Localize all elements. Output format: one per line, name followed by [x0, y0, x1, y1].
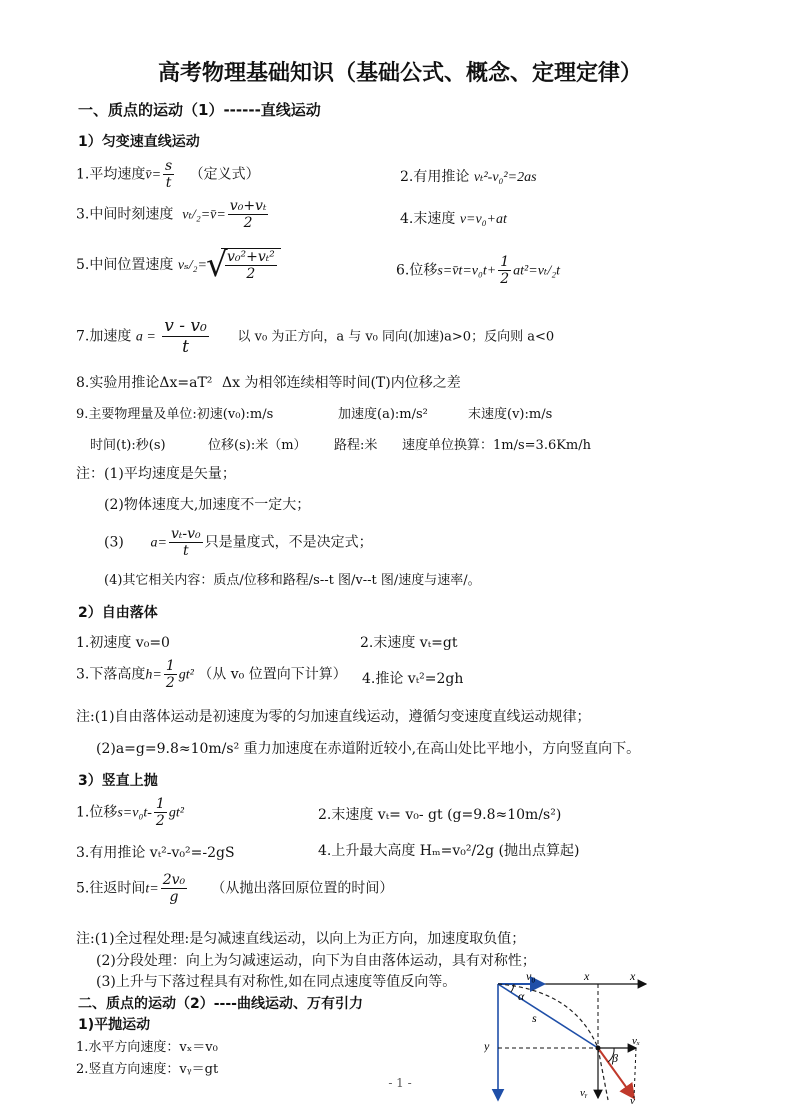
throw-displacement: 1.位移s=v₀t- $\frac{1}{2}$ gt² — [76, 796, 184, 829]
subsection-free-fall-heading: 2）自由落体 — [78, 605, 158, 621]
formula-final-velocity: 4.末速度 v=v₀+at — [400, 211, 507, 227]
throw-max-height: 4.上升最大高度 Hₘ=v₀²/2g (抛出点算起) — [318, 843, 580, 859]
units-final-velocity: 末速度(v):m/s — [468, 407, 553, 422]
freefall-note-2: (2)a=g=9.8≈10m/s² 重力加速度在赤道附近较小,在高山处比平地小，方向竖直向下。 — [96, 741, 641, 757]
formula-useful-corollary: 2.有用推论 vₜ²-v₀²=2as — [400, 169, 537, 185]
fraction: $\frac{s}{t}$ — [165, 158, 173, 191]
beta-label: β — [612, 1051, 618, 1065]
note-4: (4)其它相关内容：质点/位移和路程/s--t 图/v--t 图/速度与速率/。 — [104, 573, 481, 588]
units-acceleration: 加速度(a):m/s² — [338, 407, 428, 422]
projectile-horizontal-velocity: 1.水平方向速度：vₓ＝v₀ — [76, 1040, 218, 1055]
subsection-uniform-acceleration-heading: 1）匀变速直线运动 — [78, 134, 200, 150]
units-conversion: 速度单位换算：1m/s=3.6Km/h — [402, 438, 592, 453]
fraction: $\frac{1}{2}$ — [155, 796, 165, 829]
fraction: $\frac{\text{vₜ-v₀}}{t}$ — [171, 526, 201, 559]
square-root — [221, 248, 281, 282]
y-label: y — [484, 1039, 490, 1053]
page-number: - 1 - — [388, 1076, 412, 1090]
alpha-label: α — [518, 989, 525, 1003]
freefall-final-velocity: 2.末速度 vₜ=gt — [360, 635, 458, 651]
formula-average-velocity: 1.平均速度v̄= $\frac{s}{t}$ （定义式） — [76, 158, 260, 191]
vy-label: vᵧ — [580, 1087, 588, 1099]
throw-note-2: (2)分段处理：向上为匀减速运动，向下为自由落体运动，具有对称性； — [96, 953, 536, 969]
subsection-vertical-throw-heading: 3）竖直上抛 — [78, 773, 158, 789]
page-title: 高考物理基础知识（基础公式、概念、定理定律） — [157, 61, 642, 86]
units-displacement: 位移(s):米（m） — [208, 438, 307, 453]
parallelogram-edge — [634, 1048, 636, 1098]
formula-mid-time-velocity: 3.中间时刻速度 vₜ/₂=v̄= $\frac{\text{v₀+vₜ}}{2}$ — [76, 198, 267, 231]
v0-label: v₀ — [526, 970, 536, 983]
vx-label: vₓ — [632, 1035, 641, 1047]
displacement-chord — [498, 984, 598, 1048]
s-label: s — [532, 1011, 537, 1025]
units-distance: 路程:米 — [334, 438, 378, 453]
formula-acceleration: 7.加速度 a = $\frac{\text{v - v₀}}{t}$ 以 v₀ 为正方向，a 与 v₀ 同向(加速)a>0；反向则 a<0 — [76, 316, 555, 357]
freefall-corollary: 4.推论 vₜ²=2gh — [362, 671, 464, 687]
units-time: 时间(t):秒(s) — [90, 438, 166, 453]
subsection-projectile-heading: 1)平抛运动 — [78, 1017, 151, 1033]
section-2-heading: 二、质点的运动（2）----曲线运动、万有引力 — [78, 996, 363, 1012]
fraction: √ $\frac{\text{v₀²+vₜ²}}{2}$ — [226, 249, 275, 282]
throw-round-trip-time: 5.往返时间t= $\frac{\text{2v₀}}{g}$ （从抛出落回原位置的时间） — [76, 872, 394, 905]
section-1-heading: 一、质点的运动（1）------直线运动 — [78, 101, 321, 119]
formula-mid-position-velocity: 5.中间位置速度 vₛ/₂= √ $\frac{\text{v₀²+vₜ²}}{2}$ — [76, 248, 281, 282]
fraction: $\frac{\text{v₀+vₜ}}{2}$ — [229, 198, 267, 231]
note-1: 注：(1)平均速度是矢量； — [76, 466, 236, 482]
fraction: $\frac{\text{v - v₀}}{t}$ — [164, 316, 207, 357]
note-3: (3) a= $\frac{\text{vₜ-v₀}}{t}$ 只是量度式，不是决定式； — [104, 526, 373, 559]
freefall-initial-velocity: 1.初速度 v₀=0 — [76, 635, 170, 651]
v-label: v — [630, 1095, 635, 1105]
note-2: (2)物体速度大,加速度不一定大； — [104, 497, 311, 513]
freefall-note-1: 注:(1)自由落体运动是初速度为零的匀加速直线运动，遵循匀变速度直线运动规律； — [76, 709, 591, 725]
formula-displacement: 6.位移s=v̄t=v₀t+ $\frac{1}{2}$ at²=vₜ/₂t — [396, 254, 561, 287]
projectile-vertical-velocity: 2.竖直方向速度：vᵧ＝gt — [76, 1062, 219, 1077]
x-label-2: x — [630, 970, 636, 983]
units-initial-velocity: 9.主要物理量及单位:初速(v₀):m/s — [76, 407, 274, 422]
formula-experimental-note: Δx 为相邻连续相等时间(T)内位移之差 — [222, 375, 461, 391]
throw-note-1: 注:(1)全过程处理:是匀减速直线运动，以向上为正方向，加速度取负值； — [76, 931, 526, 947]
freefall-height: 3.下落高度h= $\frac{1}{2}$ gt² （从 v₀ 位置向下计算） — [76, 658, 347, 691]
throw-corollary: 3.有用推论 vₜ²-v₀²=-2gS — [76, 845, 235, 861]
x-label-1: x — [584, 970, 590, 983]
throw-final-velocity: 2.末速度 vₜ= v₀- gt (g=9.8≈10m/s²) — [318, 807, 562, 823]
fraction: $\frac{1}{2}$ — [500, 254, 510, 287]
position-point — [596, 1046, 601, 1051]
fraction: $\frac{1}{2}$ — [165, 658, 175, 691]
fraction: $\frac{\text{2v₀}}{g}$ — [162, 872, 186, 905]
throw-note-3: (3)上升与下落过程具有对称性,如在同点速度等值反向等。 — [96, 974, 457, 990]
formula-experimental-corollary: 8.实验用推论Δx=aT² — [76, 375, 213, 391]
